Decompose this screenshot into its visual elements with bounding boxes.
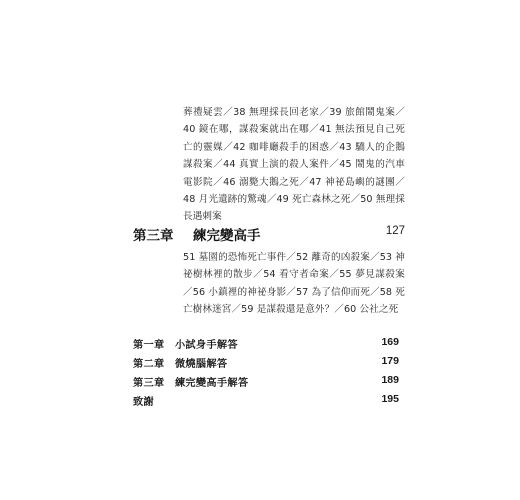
toc-row-answers-chapter3 (133, 374, 399, 393)
toc-row-label: 第一章 小試身手解答 (133, 340, 238, 351)
answers-section (133, 336, 399, 412)
chapter3-number: 第三章 (133, 228, 174, 244)
chapter3-heading (133, 224, 405, 244)
chapter3-entries: 51 墓園的恐怖死亡事件／52 離奇的凶殺案／53 神祕樹林裡的散步／54 看守者命案／55 夢見謀殺案／56 小鎮裡的神祕身影／57 為了信仰而死／58 死亡樹林迷宮／59 是謀殺還是意外？／60 公社之死 (183, 252, 405, 316)
toc-row-label: 第二章 微燒腦解答 (133, 359, 228, 370)
toc-row-page: 189 (381, 374, 399, 386)
toc-row-label: 致謝 (133, 397, 154, 408)
toc-row-answers-chapter1 (133, 336, 399, 355)
chapter3-page-number: 127 (385, 225, 405, 237)
toc-row-acknowledgements (133, 393, 399, 412)
chapter2-entries-continued: 葬禮疑雲／38 無理採長回老家／39 旅館鬧鬼案／40 鏡在哪，謀殺案就出在哪／41 無法預見自己死亡的靈媒／42 咖啡廳殺手的困惑／43 驕人的企鵝謀殺案／44 真實上演的殺人案件／45 鬧鬼的汽車電影院／46 溺斃大鵝之死／47 神祕島嶼的謎團／48 月光遺跡的驚魂／49 死亡森林之死／50 無理採長遇刺案 (183, 107, 405, 223)
toc-row-label: 第三章 練完變高手解答 (133, 378, 249, 389)
toc-row-page: 169 (381, 336, 399, 348)
toc-row-page: 195 (381, 393, 399, 405)
toc-row-page: 179 (381, 355, 399, 367)
chapter3-title: 練完變高手 (193, 228, 261, 244)
toc-row-answers-chapter2 (133, 355, 399, 374)
